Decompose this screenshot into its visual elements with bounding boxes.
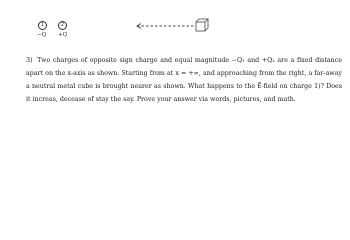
charge-1-number: 1	[40, 22, 45, 28]
problem-3	[26, 54, 342, 106]
approach-arrow-and-cube	[132, 16, 212, 34]
charge-2-label: +Q	[58, 32, 68, 38]
charge-2-number: 2	[60, 22, 65, 28]
charge-1-label: −Q	[37, 32, 47, 38]
charge-2-circle	[58, 21, 67, 30]
charge-1-circle	[38, 21, 47, 30]
problem-text: Two charges of opposite sign charge and equal magnitude −Q₁ and +Q₂ are a fixed distance apart on the x-axis as shown. Starting from at x = +∞, and approaching from the right, a far-away a neutral metal cube is brought nearer as shown. What happens to the E⃗-field on charge 1)? Does it increas, decease of stay the say. Prove your answer via words, pictures, and math.	[26, 57, 342, 104]
dashed-arrow	[137, 24, 194, 29]
problem-figure	[0, 0, 350, 46]
cube-icon	[196, 19, 208, 31]
problem-number: 3)	[26, 57, 33, 64]
